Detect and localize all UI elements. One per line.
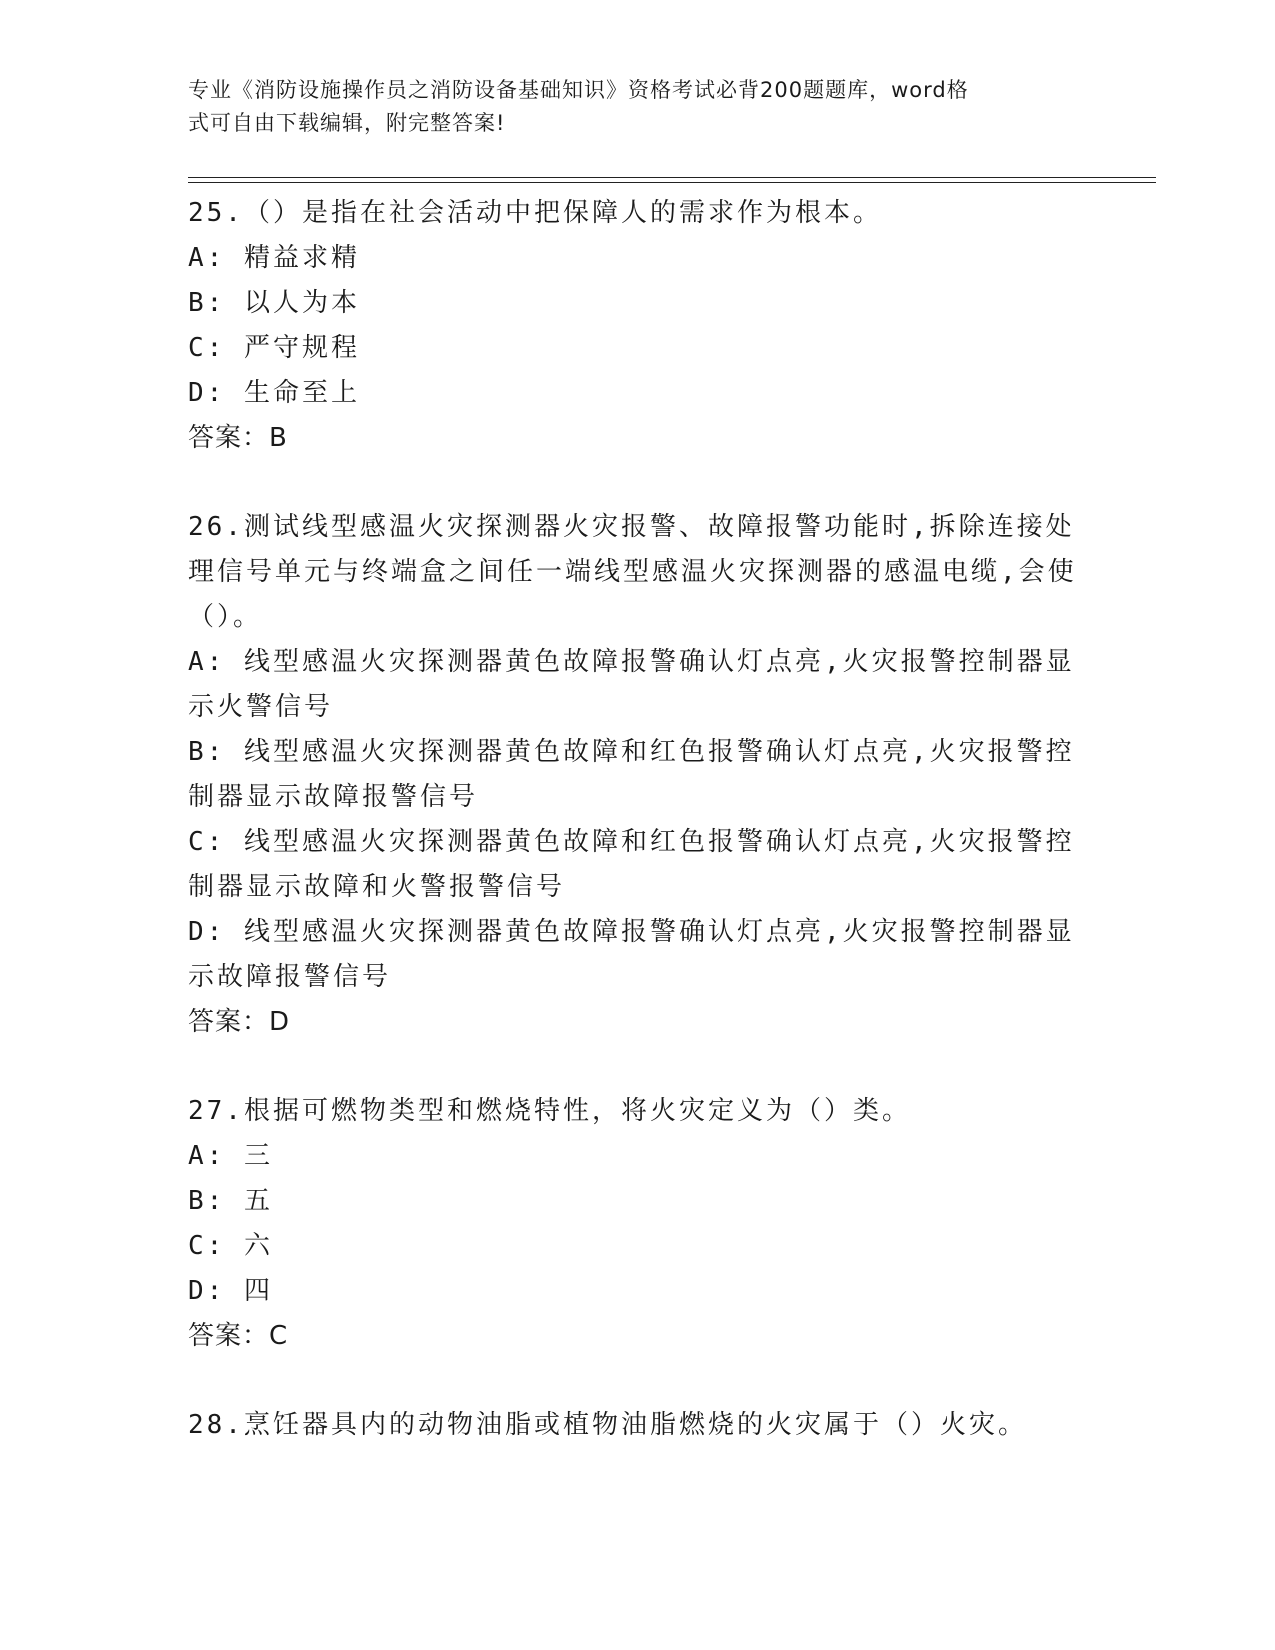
option-text-line: C: 严守规程 (188, 333, 360, 363)
answer-key: 答案：B (188, 423, 288, 453)
header-divider-top (188, 177, 1156, 178)
option-text-line: 示故障报警信号 (188, 962, 392, 992)
answer-option (188, 730, 1078, 820)
option-text-line: 制器显示故障和火警报警信号 (188, 872, 566, 902)
option-text-line: C: 线型感温火灾探测器黄色故障和红色报警确认灯点亮,火灾报警控 (188, 827, 1075, 857)
question-stem-line: 25.（）是指在社会活动中把保障人的需求作为根本。 (188, 198, 882, 228)
header-line-1: 专业《消防设施操作员之消防设备基础知识》资格考试必背200题题库，word格 (188, 78, 969, 102)
question-list (188, 191, 1078, 1448)
option-text-line: C: 六 (188, 1231, 273, 1261)
question-stem-line: 26.测试线型感温火灾探测器火灾报警、故障报警功能时,拆除连接处 (188, 512, 1075, 542)
header-line-2: 式可自由下载编辑，附完整答案! (188, 111, 506, 135)
option-text-line: B: 五 (188, 1186, 273, 1216)
question-block (188, 1403, 1078, 1448)
option-text-line: B: 线型感温火灾探测器黄色故障和红色报警确认灯点亮,火灾报警控 (188, 737, 1075, 767)
option-text-line: A: 线型感温火灾探测器黄色故障报警确认灯点亮,火灾报警控制器显 (188, 647, 1075, 677)
question-block (188, 191, 1078, 461)
option-text-line: 制器显示故障报警信号 (188, 782, 479, 812)
option-text-line: B: 以人为本 (188, 288, 360, 318)
answer-option (188, 281, 1078, 326)
option-text-line: A: 精益求精 (188, 243, 360, 273)
answer-key: 答案：D (188, 1007, 291, 1037)
option-text-line: A: 三 (188, 1141, 273, 1171)
answer-option (188, 640, 1078, 730)
answer-option (188, 326, 1078, 371)
option-text-line: D: 线型感温火灾探测器黄色故障报警确认灯点亮,火灾报警控制器显 (188, 917, 1075, 947)
option-text-line: D: 四 (188, 1276, 273, 1306)
answer-option (188, 371, 1078, 416)
answer-option (188, 1224, 1078, 1269)
answer-option (188, 1134, 1078, 1179)
option-text-line: D: 生命至上 (188, 378, 360, 408)
answer-key: 答案：C (188, 1321, 289, 1351)
header-divider-bottom (188, 182, 1156, 183)
question-block (188, 1089, 1078, 1359)
answer-option (188, 820, 1078, 910)
question-stem-line: 27.根据可燃物类型和燃烧特性，将火灾定义为（）类。 (188, 1096, 911, 1126)
question-stem-line: （）。 (188, 602, 263, 632)
answer-option (188, 236, 1078, 281)
answer-option (188, 1179, 1078, 1224)
question-block (188, 505, 1078, 1045)
document-header (188, 74, 1068, 140)
question-stem-line: 理信号单元与终端盒之间任一端线型感温火灾探测器的感温电缆,会使 (188, 557, 1077, 587)
answer-option (188, 1269, 1078, 1314)
question-stem-line: 28.烹饪器具内的动物油脂或植物油脂燃烧的火灾属于（）火灾。 (188, 1410, 1027, 1440)
option-text-line: 示火警信号 (188, 692, 334, 722)
answer-option (188, 910, 1078, 1000)
